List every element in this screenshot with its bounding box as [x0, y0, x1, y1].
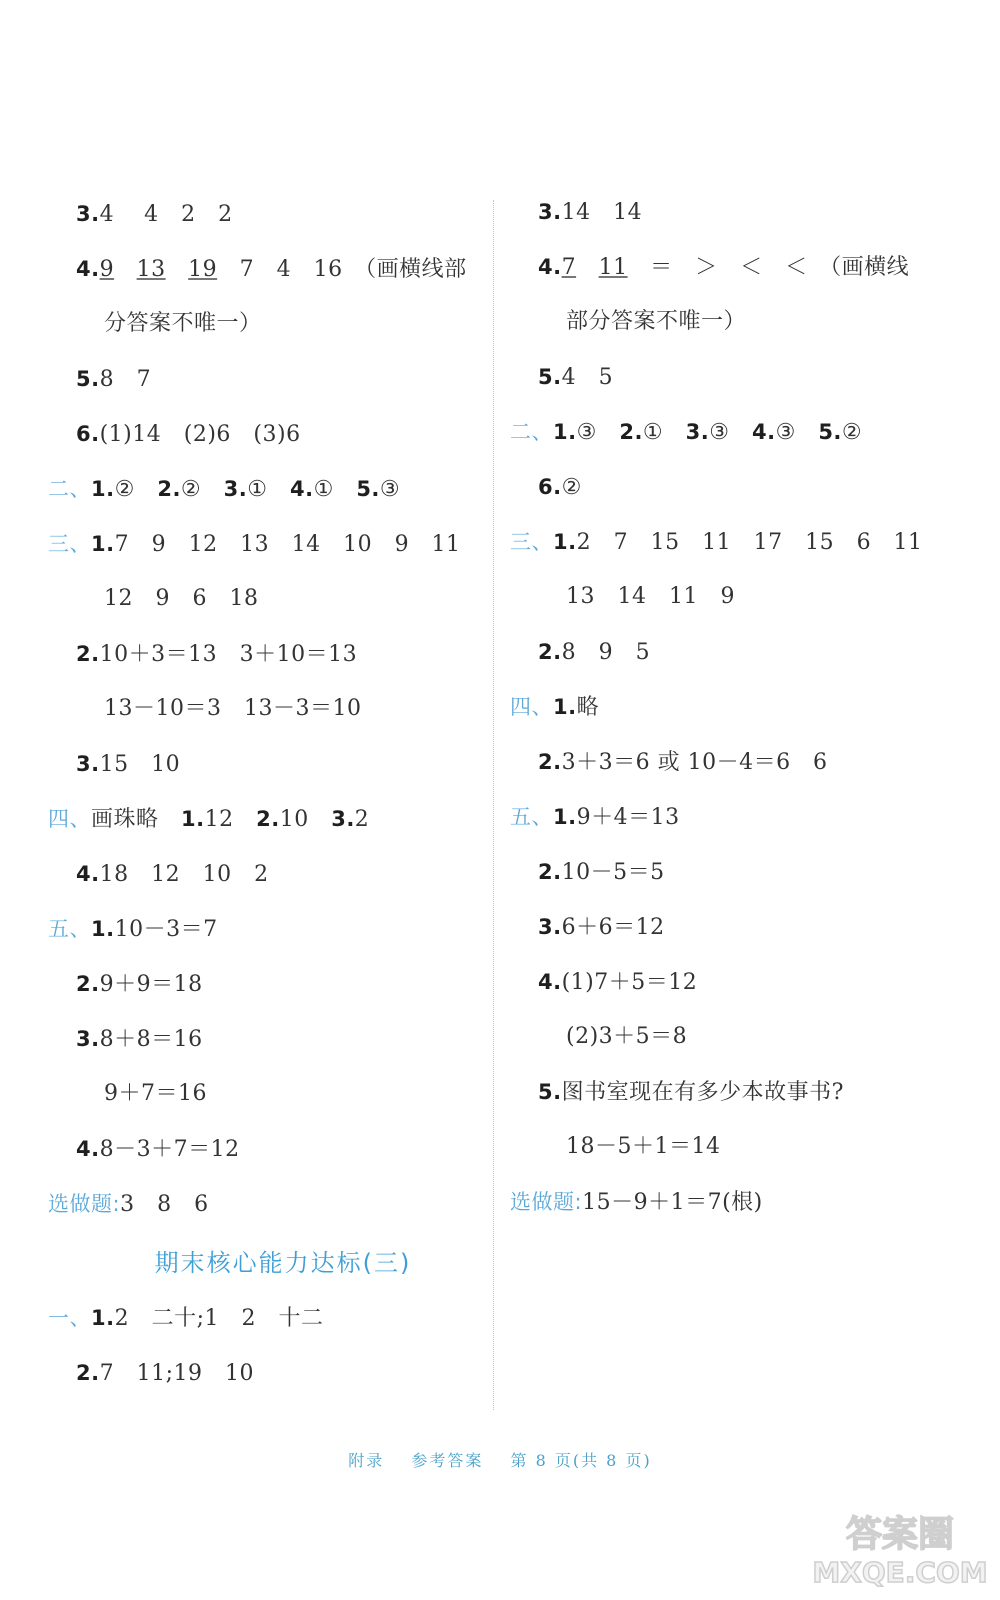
answer-line: 分答案不唯一） [104, 311, 262, 336]
answer-line: 13 14 11 9 [566, 584, 735, 609]
answer-line: 3.8＋8＝16 [76, 1027, 203, 1052]
answer-line: 9＋7＝16 [104, 1081, 207, 1106]
answer-line: 3.4 4 2 2 [76, 202, 233, 227]
answer-line: 3.14 14 [538, 200, 643, 225]
page-footer [0, 1448, 1000, 1471]
answer-line: 选做题:15－9＋1＝7(根) [510, 1190, 763, 1215]
answer-line: 4.8－3＋7＝12 [76, 1137, 240, 1162]
answer-line: 5.图书室现在有多少本故事书? [538, 1080, 844, 1105]
answer-line: 2.10－5＝5 [538, 860, 665, 885]
answer-line: 6.② [538, 475, 582, 500]
answer-line: 一、1.2 二十;1 2 十二 [48, 1306, 324, 1331]
answer-line: 4.(1)7＋5＝12 [538, 970, 698, 995]
answer-line: 4.9 13 19 7 4 16 （画横线部 [76, 257, 467, 282]
answer-line: 三、1.7 9 12 13 14 10 9 11 [48, 532, 461, 557]
answer-line: 3.6＋6＝12 [538, 915, 665, 940]
column-divider [493, 200, 494, 1410]
answer-line: 三、1.2 7 15 11 17 15 6 11 [510, 530, 923, 555]
answer-line: 12 9 6 18 [104, 586, 259, 611]
answer-line: 2.10＋3＝13 3＋10＝13 [76, 642, 358, 667]
answer-line: 选做题:3 8 6 [48, 1192, 209, 1217]
answer-line: 2.9＋9＝18 [76, 972, 203, 997]
answer-line: 13－10＝3 13－3＝10 [104, 696, 362, 721]
answer-line: 四、1.略 [510, 695, 600, 720]
footer-appendix: 附录 [348, 1451, 385, 1470]
answer-line: (2)3＋5＝8 [566, 1024, 688, 1049]
answer-line: 部分答案不唯一） [566, 309, 747, 334]
answer-line: 2.3＋3＝6 或 10－4＝6 6 [538, 750, 828, 775]
footer-page-number: 第 8 页(共 8 页) [510, 1451, 652, 1470]
answer-line: 五、1.10－3＝7 [48, 917, 218, 942]
answer-line: 4.18 12 10 2 [76, 862, 269, 887]
answer-line: 五、1.9＋4＝13 [510, 805, 680, 830]
answer-line: 2.7 11;19 10 [76, 1361, 254, 1386]
watermark-top-text: 答案圈 [845, 1514, 955, 1555]
answer-line: 18－5＋1＝14 [566, 1134, 721, 1159]
answer-line: 6.(1)14 (2)6 (3)6 [76, 422, 301, 447]
answer-line: 5.8 7 [76, 367, 152, 392]
answer-line: 四、画珠略 1.12 2.10 3.2 [48, 807, 370, 832]
answer-line: 二、1.③ 2.① 3.③ 4.③ 5.② [510, 420, 863, 445]
answer-line: 3.15 10 [76, 752, 181, 777]
watermark-logo [810, 1502, 990, 1592]
footer-answers: 参考答案 [411, 1451, 484, 1470]
answer-line: 2.8 9 5 [538, 640, 651, 665]
watermark-bottom-text: MXQE.COM [812, 1556, 988, 1589]
section-heading: 期末核心能力达标(三) [154, 1249, 412, 1277]
answer-line: 5.4 5 [538, 365, 614, 390]
answer-line: 二、1.② 2.② 3.① 4.① 5.③ [48, 477, 401, 502]
answer-line: 4.7 11 ＝ ＞ ＜ ＜ （画横线 [538, 255, 910, 280]
